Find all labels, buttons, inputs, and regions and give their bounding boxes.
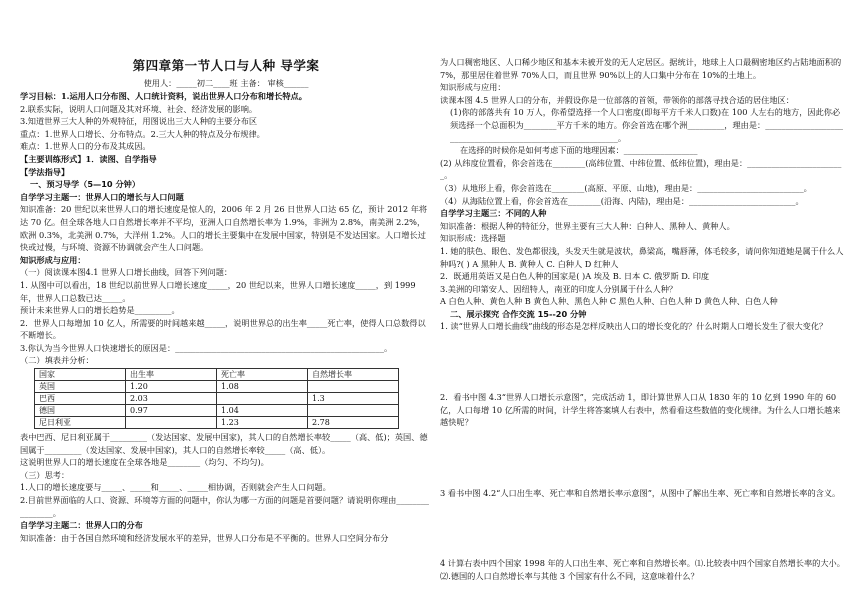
choice-question-2: 2．既通用英语又是白色人种的国家是( )A 埃及 B. 日本 C. 俄罗斯 D. 印度	[440, 271, 710, 282]
page-title: 第四章第一节人口与人种 导学案	[132, 58, 320, 73]
table-row	[35, 381, 399, 393]
table-row	[35, 393, 399, 405]
knowledge-heading: 知识形成与应用：	[20, 254, 86, 265]
part1-q1: 1. 从图中可以看出，18 世纪以前世界人口增长速度_____，20 世纪以来，世界人口增长速度_____，到 1999 年，世界人口总数已达_____。	[20, 279, 416, 303]
answer-space	[440, 333, 845, 391]
part3-q1: 1.人口的增长速度要与_____、_____和_____、_____相协调，否则就会产生人口问题。	[20, 482, 331, 493]
topic1-heading: 自学学习主题一：世界人口的增长与人口问题	[20, 191, 184, 202]
objective-2: 2.联系实际，说明人口问题及其对环境、社会、经济发展的影响。	[20, 103, 258, 114]
table-header-row	[35, 369, 399, 381]
choice-question-3-options: A 白色人种、黄色人种 B 黄色人种、黑色人种 C 黑色人种、白色人种 D 黄色人种、白色人种	[440, 296, 778, 307]
question-3: （3）从地形上看，你会首选在________(高原、平原、山地)，理由是：__________________________。	[440, 182, 812, 193]
key-points: 重点：1.世界人口增长、分布特点。2.三大人种的特点及分布规律。	[20, 128, 265, 139]
question-4: （4）从海陆位置上看，你会首选在________(沿海、内陆)，理由是：__________________________。	[440, 195, 804, 206]
discussion-question-3: 3 看书中图 4.2“人口出生率、死亡率和自然增长率示意图”，从图中了解出生率、死亡率和自然增长率的含义。	[440, 487, 841, 498]
meta-line: 使用人：_____初二____班 主备： 审核______	[143, 78, 309, 88]
part1-heading: （一）阅读课本图4.1 世界人口增长曲线，回答下列问题：	[20, 267, 233, 278]
choice-question-1: 1. 她的肤色、眼色、发色都很浅，头发天生就是波状，鼻梁高，嘴唇薄，体毛较多，请问你知道她是属于什么人种吗?( ) A 黑种人 B. 黄种人 C. 白种人 D 红种人	[440, 245, 844, 269]
knowledge-line: 知识形成与应用：	[440, 82, 506, 93]
answer-space	[440, 429, 845, 487]
question-2: (2) 从纬度位置看，你会首选在________(高纬位置、中纬位置、低纬位置)，理由是：________________________。	[440, 157, 842, 181]
table-cell: 0.97	[126, 405, 217, 417]
part2-analysis: 表中巴西、尼日利亚属于_________（发达国家、发展中国家)，其人口的自然增长率较_____（高、低)；英国、德国属于_________（发达国家、发展中国家)，其人口的自然增长率较_____（高、低）。	[20, 432, 428, 455]
reading-instruction: 读课本图 4.5 世界人口的分布，并假设你是一位部落的首领，带领你的部落寻找合适的居住地区：	[440, 94, 794, 105]
table-cell: 1.04	[217, 405, 308, 417]
table-header-cell: 国家	[35, 369, 126, 381]
answer-space	[440, 499, 845, 557]
part3-heading: （三）思考：	[20, 469, 70, 480]
topic1-intro: 知识准备：20 世纪以来世界人口的增长速度是惊人的，2006 年 2 月 26 日世界人口达 65 亿，预计 2012 年将达 70 亿。但全球各地人口自然增长率并不平均，亚洲人口自然增长率为 1.9%，非洲为 2.8%，南美洲 2.2%，欧洲 0.3%，北美洲 0.7%，大洋州 1.2%。人口的增长主要集中在发展中国家，特别是不发达国家。人口增长过快或过慢，与环境、资源不协调就会产生人口问题。	[20, 204, 428, 253]
topic2-intro-continued: 为人口稠密地区、人口稀少地区和基本未被开发的无人定居区。据统计，地球上人口最稠密地区约占陆地面积的 7%，那里居住着世界 70%人口，而且世界 90%以上的人口集中分布在 10%的土地上。	[440, 57, 842, 80]
table-cell: 2.03	[126, 393, 217, 405]
topic3-heading: 自学学习主题三：不同的人种	[440, 208, 547, 219]
right-column	[440, 56, 845, 583]
part2-heading: （二）填表并分析：	[20, 355, 94, 366]
part1-q3: 3.你认为当今世界人口快速增长的原因是：___________________________________________________。	[20, 342, 393, 353]
table-cell	[308, 381, 399, 393]
guide-heading: 【学法指导】	[20, 166, 70, 177]
question-1-sub: 在选择的时候你是如何考虑下面的地理因素：__________________	[460, 145, 698, 156]
table-header-cell: 死亡率	[217, 369, 308, 381]
part1-trend: 预计未来世界人口的增长趋势是_________。	[20, 305, 180, 316]
table-cell: 1.23	[217, 417, 308, 429]
preview-heading: 一、预习导学（5—10 分钟）	[30, 179, 141, 190]
table-cell: 巴西	[35, 393, 126, 405]
training-form: 【主要训练形式】1．读图、自学指导	[20, 153, 157, 164]
rates-table	[34, 368, 399, 429]
part1-q2: 2．世界人口每增加 10 亿人，所需要的时间越来越_____，说明世界总的出生率_____死亡率，使得人口总数得以不断增长。	[20, 317, 426, 341]
table-cell	[308, 405, 399, 417]
difficult-points: 难点：1.世界人口的分布及其成因。	[20, 141, 151, 152]
table-row	[35, 405, 399, 417]
table-cell: 2.78	[308, 417, 399, 429]
table-row	[35, 417, 399, 429]
topic3-intro: 知识准备：根据人种的特征分，世界主要有三大人种：白种人、黑种人、黄种人。	[440, 220, 735, 231]
objective-3: 3.知道世界三大人种的外观特征，用图说出三大人种的主要分布区	[20, 116, 258, 127]
objective-1: 学习目标：1.运用人口分布图、人口统计资料，说出世界人口分布和增长特点。	[20, 91, 307, 101]
table-cell	[126, 417, 217, 429]
topic3-form: 知识形成：选择题	[440, 233, 506, 244]
table-cell	[217, 393, 308, 405]
choice-question-3: 3.美洲的印第安人、因纽特人，南亚的印度人分别属于什么人种？	[440, 283, 678, 294]
topic2-heading: 自学学习主题二：世界人口的分布	[20, 520, 143, 531]
part3-q2: 2.目前世界面临的人口、资源、环境等方面的问题中，你认为哪一方面的问题是首要问题？请说明你理由________________。	[20, 495, 430, 518]
left-column	[20, 56, 432, 544]
table-cell: 英国	[35, 381, 126, 393]
table-header-cell: 出生率	[126, 369, 217, 381]
table-cell: 1.3	[308, 393, 399, 405]
discussion-question-1: 1. 读“世界人口增长曲线”曲线的形态是怎样反映出人口的增长变化的？什么时期人口增长发生了很大变化？	[440, 321, 828, 332]
discussion-question-2: 2．看书中图 4.3“世界人口增长示意图”，完成活动 1，即计算世界人口从 1830 年的 10 亿到 1990 年的 60 亿，人口每增 10 亿所需的时间，计学生将答案填人右表中，然看看这些数值的变化规律。为什么人口增长越来越快呢？	[440, 392, 841, 428]
table-header-cell: 自然增长率	[308, 369, 399, 381]
table-cell: 德国	[35, 405, 126, 417]
table-cell: 1.08	[217, 381, 308, 393]
section2-heading: 二、展示探究 合作交流 15--20 分钟	[450, 308, 587, 319]
table-cell: 1.20	[126, 381, 217, 393]
topic2-intro: 知识准备：由于各国自然环境和经济发展水平的差异，世界人口分布是不平衡的。世界人口空间分布分	[20, 532, 389, 543]
table-cell: 尼日利亚	[35, 417, 126, 429]
discussion-question-4: 4 计算右表中四个国家 1998 年的人口出生率、死亡率和自然增长率。⑴.比较表中四个国家自然增长率的大小。⑵.德国的人口自然增长率与其他 3 个国家有什么不同，这意味着什么？	[440, 558, 845, 582]
question-1: (1)你的部落共有 10 万人，你希望选择一个人口密度(即每平方千米人口数)在 100 人左右的地方，因此你必须选择一个总面积为________平方千米的地方。你会首选在哪个洲_________，理由是：____________________________________________________________。	[450, 107, 844, 143]
part2-conclusion: 这说明世界人口的增长速度在全球各地是________（均匀、不均匀)。	[20, 457, 269, 468]
